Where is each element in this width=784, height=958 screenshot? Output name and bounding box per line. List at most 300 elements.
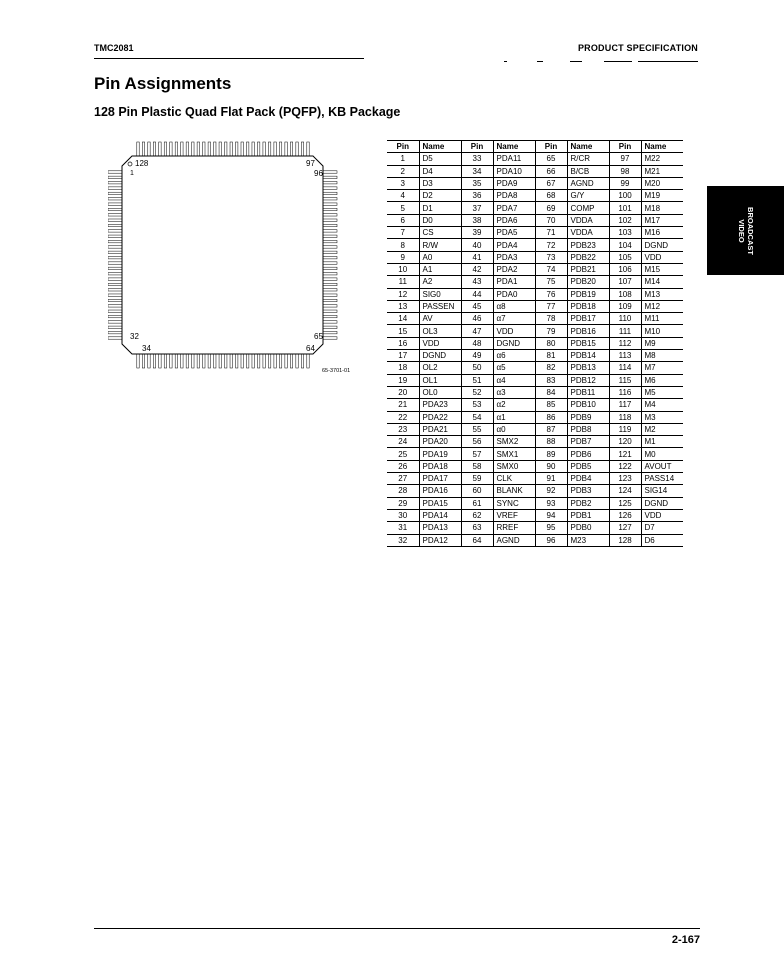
pin-number-cell: 77 bbox=[535, 300, 567, 312]
pin-name-cell: PDB16 bbox=[567, 325, 609, 337]
pin-name-cell: RREF bbox=[493, 522, 535, 534]
pin-number-cell: 75 bbox=[535, 276, 567, 288]
pin-name-cell: DGND bbox=[641, 239, 683, 251]
pin-name-cell: M3 bbox=[641, 411, 683, 423]
pin-name-cell: PDB10 bbox=[567, 399, 609, 411]
pin-name-cell: AV bbox=[419, 313, 461, 325]
header-part-number: TMC2081 bbox=[94, 43, 134, 53]
package-pin bbox=[323, 171, 337, 173]
pin-number-cell: 121 bbox=[609, 448, 641, 460]
pin-name-cell: PDB5 bbox=[567, 460, 609, 472]
pin-number-cell: 6 bbox=[387, 214, 419, 226]
pin-number-cell: 110 bbox=[609, 313, 641, 325]
pin-name-cell: M1 bbox=[641, 436, 683, 448]
pin-number-cell: 9 bbox=[387, 251, 419, 263]
pin-number-cell: 112 bbox=[609, 337, 641, 349]
package-pin bbox=[268, 354, 270, 368]
pin-name-cell: VDDA bbox=[567, 214, 609, 226]
package-pin bbox=[225, 354, 227, 368]
label-pin-34: 34 bbox=[142, 344, 151, 353]
pin-number-cell: 10 bbox=[387, 263, 419, 275]
side-tab-text bbox=[737, 207, 755, 255]
package-pin bbox=[175, 354, 177, 368]
pin-name-cell: R/W bbox=[419, 239, 461, 251]
pin-name-cell: DGND bbox=[493, 337, 535, 349]
pin-number-cell: 91 bbox=[535, 473, 567, 485]
pin-number-cell: 2 bbox=[387, 165, 419, 177]
pin-name-cell: PDA16 bbox=[419, 485, 461, 497]
package-pin bbox=[252, 354, 254, 368]
pin-name-cell: PDA0 bbox=[493, 288, 535, 300]
pin-assignment-table bbox=[387, 140, 683, 547]
pin-number-cell: 48 bbox=[461, 337, 493, 349]
package-pin bbox=[279, 142, 281, 156]
pin-number-cell: 19 bbox=[387, 374, 419, 386]
pin-name-cell: DGND bbox=[641, 497, 683, 509]
package-pin bbox=[323, 321, 337, 323]
pin-number-cell: 52 bbox=[461, 386, 493, 398]
table-row bbox=[387, 448, 683, 460]
pin-number-cell: 93 bbox=[535, 497, 567, 509]
pin-number-cell: 42 bbox=[461, 263, 493, 275]
package-pin bbox=[197, 142, 199, 156]
pin-number-cell: 125 bbox=[609, 497, 641, 509]
pin-number-cell: 88 bbox=[535, 436, 567, 448]
package-pin bbox=[323, 305, 337, 307]
pin-number-cell: 104 bbox=[609, 239, 641, 251]
pin-number-cell: 115 bbox=[609, 374, 641, 386]
package-pin bbox=[181, 354, 183, 368]
pin-name-cell: M12 bbox=[641, 300, 683, 312]
package-pin bbox=[108, 299, 122, 301]
package-pin bbox=[323, 240, 337, 242]
package-pin bbox=[108, 289, 122, 291]
table-row bbox=[387, 374, 683, 386]
package-pin bbox=[257, 354, 259, 368]
header-name: Name bbox=[641, 141, 683, 153]
pin-name-cell: D2 bbox=[419, 190, 461, 202]
pin-number-cell: 36 bbox=[461, 190, 493, 202]
table-row bbox=[387, 337, 683, 349]
pin-name-cell: D7 bbox=[641, 522, 683, 534]
package-pin bbox=[108, 198, 122, 200]
table-row bbox=[387, 300, 683, 312]
page-number: 2-167 bbox=[671, 934, 700, 946]
pin-name-cell: D6 bbox=[641, 534, 683, 546]
table-row bbox=[387, 190, 683, 202]
pin-name-cell: VDD bbox=[641, 509, 683, 521]
header-tick-marks bbox=[500, 61, 700, 63]
pin-number-cell: 80 bbox=[535, 337, 567, 349]
pin-number-cell: 14 bbox=[387, 313, 419, 325]
pin-number-cell: 96 bbox=[535, 534, 567, 546]
pin-number-cell: 63 bbox=[461, 522, 493, 534]
pin-name-cell: BLANK bbox=[493, 485, 535, 497]
pin-number-cell: 123 bbox=[609, 473, 641, 485]
pin-name-cell: PDA22 bbox=[419, 411, 461, 423]
pin-name-cell: PDA17 bbox=[419, 473, 461, 485]
label-pin-97: 97 bbox=[306, 159, 315, 168]
package-pin bbox=[323, 251, 337, 253]
table-row bbox=[387, 411, 683, 423]
package-pin bbox=[301, 354, 303, 368]
pin-name-cell: M13 bbox=[641, 288, 683, 300]
package-pin bbox=[301, 142, 303, 156]
pin-number-cell: 4 bbox=[387, 190, 419, 202]
pin-number-cell: 61 bbox=[461, 497, 493, 509]
package-pin bbox=[108, 230, 122, 232]
pin-number-cell: 31 bbox=[387, 522, 419, 534]
pin-name-cell: PDA3 bbox=[493, 251, 535, 263]
package-pin bbox=[148, 142, 150, 156]
pin-number-cell: 76 bbox=[535, 288, 567, 300]
section-side-tab[interactable] bbox=[707, 186, 784, 275]
table-row bbox=[387, 313, 683, 325]
pin-number-cell: 15 bbox=[387, 325, 419, 337]
pin-number-cell: 1 bbox=[387, 153, 419, 165]
package-pin bbox=[323, 176, 337, 178]
pin-number-cell: 71 bbox=[535, 227, 567, 239]
pin-name-cell: AGND bbox=[493, 534, 535, 546]
package-pin bbox=[323, 246, 337, 248]
package-pin bbox=[142, 354, 144, 368]
pin-number-cell: 83 bbox=[535, 374, 567, 386]
package-pin bbox=[108, 246, 122, 248]
package-pin bbox=[236, 354, 238, 368]
pin-number-cell: 26 bbox=[387, 460, 419, 472]
table-body bbox=[387, 153, 683, 547]
package-pin bbox=[108, 224, 122, 226]
package-pin bbox=[153, 354, 155, 368]
pin-number-cell: 105 bbox=[609, 251, 641, 263]
pin-number-cell: 47 bbox=[461, 325, 493, 337]
pin-name-cell: M21 bbox=[641, 165, 683, 177]
pin-number-cell: 12 bbox=[387, 288, 419, 300]
table-row bbox=[387, 386, 683, 398]
package-pin bbox=[170, 354, 172, 368]
table-row bbox=[387, 509, 683, 521]
pin-name-cell: PDB14 bbox=[567, 350, 609, 362]
package-pin bbox=[153, 142, 155, 156]
pin-number-cell: 99 bbox=[609, 177, 641, 189]
pin-number-cell: 70 bbox=[535, 214, 567, 226]
table-row bbox=[387, 153, 683, 165]
pin-number-cell: 45 bbox=[461, 300, 493, 312]
pin-number-cell: 66 bbox=[535, 165, 567, 177]
table-header-row bbox=[387, 141, 683, 153]
pin-number-cell: 101 bbox=[609, 202, 641, 214]
package-pin bbox=[108, 208, 122, 210]
pin-name-cell: α2 bbox=[493, 399, 535, 411]
table-row bbox=[387, 497, 683, 509]
package-pin bbox=[263, 142, 265, 156]
pin-name-cell: A0 bbox=[419, 251, 461, 263]
package-pin bbox=[108, 262, 122, 264]
pin-name-cell: PDA23 bbox=[419, 399, 461, 411]
package-pin bbox=[236, 142, 238, 156]
pin-name-cell: M4 bbox=[641, 399, 683, 411]
pin-number-cell: 32 bbox=[387, 534, 419, 546]
pin-name-cell: PDA18 bbox=[419, 460, 461, 472]
header-pin: Pin bbox=[535, 141, 567, 153]
package-pin bbox=[108, 176, 122, 178]
package-pin bbox=[164, 354, 166, 368]
pin-name-cell: M7 bbox=[641, 362, 683, 374]
pin-name-cell: PDA10 bbox=[493, 165, 535, 177]
pin-name-cell: PDA13 bbox=[419, 522, 461, 534]
pin-name-cell: M22 bbox=[641, 153, 683, 165]
pin-number-cell: 82 bbox=[535, 362, 567, 374]
package-pin bbox=[108, 305, 122, 307]
package-pin bbox=[225, 142, 227, 156]
pin-name-cell: M10 bbox=[641, 325, 683, 337]
header-name: Name bbox=[419, 141, 461, 153]
package-pin bbox=[108, 192, 122, 194]
pin-name-cell: PDB21 bbox=[567, 263, 609, 275]
pin-number-cell: 46 bbox=[461, 313, 493, 325]
pin-number-cell: 92 bbox=[535, 485, 567, 497]
pin-name-cell: PDB4 bbox=[567, 473, 609, 485]
pin-name-cell: VDD bbox=[419, 337, 461, 349]
pin-number-cell: 23 bbox=[387, 423, 419, 435]
pin-number-cell: 126 bbox=[609, 509, 641, 521]
pin-number-cell: 28 bbox=[387, 485, 419, 497]
package-pin bbox=[108, 278, 122, 280]
package-pin bbox=[279, 354, 281, 368]
pin-number-cell: 8 bbox=[387, 239, 419, 251]
package-pin bbox=[108, 321, 122, 323]
package-pin bbox=[108, 235, 122, 237]
pin-number-cell: 13 bbox=[387, 300, 419, 312]
package-pin bbox=[274, 142, 276, 156]
package-pin bbox=[137, 354, 139, 368]
pin-number-cell: 29 bbox=[387, 497, 419, 509]
package-pin bbox=[192, 142, 194, 156]
pin-number-cell: 89 bbox=[535, 448, 567, 460]
pin-number-cell: 38 bbox=[461, 214, 493, 226]
pin-number-cell: 85 bbox=[535, 399, 567, 411]
pin-name-cell: PDA8 bbox=[493, 190, 535, 202]
pin-number-cell: 41 bbox=[461, 251, 493, 263]
package-pin bbox=[108, 267, 122, 269]
pin-name-cell: α7 bbox=[493, 313, 535, 325]
package-pin bbox=[108, 214, 122, 216]
side-tab-line2: VIDEO bbox=[736, 218, 746, 243]
pin-name-cell: PDA9 bbox=[493, 177, 535, 189]
pin-name-cell: M18 bbox=[641, 202, 683, 214]
pin-number-cell: 118 bbox=[609, 411, 641, 423]
pin-name-cell: PDA14 bbox=[419, 509, 461, 521]
pin-name-cell: R/CR bbox=[567, 153, 609, 165]
header-pin: Pin bbox=[387, 141, 419, 153]
package-pin bbox=[108, 283, 122, 285]
header-name: Name bbox=[493, 141, 535, 153]
pin-name-cell: PDB9 bbox=[567, 411, 609, 423]
pin-name-cell: CS bbox=[419, 227, 461, 239]
pin-name-cell: OL1 bbox=[419, 374, 461, 386]
header-pin: Pin bbox=[461, 141, 493, 153]
pin-name-cell: PDB20 bbox=[567, 276, 609, 288]
pin-name-cell: PDB3 bbox=[567, 485, 609, 497]
pin-number-cell: 107 bbox=[609, 276, 641, 288]
pin-name-cell: PDA7 bbox=[493, 202, 535, 214]
pin-number-cell: 65 bbox=[535, 153, 567, 165]
header-pin: Pin bbox=[609, 141, 641, 153]
pin-name-cell: SMX1 bbox=[493, 448, 535, 460]
pin-name-cell: G/Y bbox=[567, 190, 609, 202]
pin-number-cell: 95 bbox=[535, 522, 567, 534]
pin-number-cell: 100 bbox=[609, 190, 641, 202]
pin-name-cell: OL2 bbox=[419, 362, 461, 374]
package-pin bbox=[108, 294, 122, 296]
pin-number-cell: 106 bbox=[609, 263, 641, 275]
package-pin bbox=[323, 219, 337, 221]
pin-number-cell: 117 bbox=[609, 399, 641, 411]
table-row bbox=[387, 473, 683, 485]
pin-name-cell: SYNC bbox=[493, 497, 535, 509]
pin-number-cell: 53 bbox=[461, 399, 493, 411]
label-pin-1: 1 bbox=[130, 170, 134, 177]
package-pin bbox=[214, 354, 216, 368]
package-pin bbox=[323, 256, 337, 258]
pin-number-cell: 120 bbox=[609, 436, 641, 448]
table-row bbox=[387, 325, 683, 337]
pin-name-cell: PDB2 bbox=[567, 497, 609, 509]
package-pin bbox=[323, 208, 337, 210]
table-row bbox=[387, 288, 683, 300]
pin-name-cell: PDB11 bbox=[567, 386, 609, 398]
pin-name-cell: PDB19 bbox=[567, 288, 609, 300]
pin-number-cell: 57 bbox=[461, 448, 493, 460]
pin-number-cell: 50 bbox=[461, 362, 493, 374]
pin-number-cell: 11 bbox=[387, 276, 419, 288]
pin-number-cell: 109 bbox=[609, 300, 641, 312]
pin-number-cell: 18 bbox=[387, 362, 419, 374]
pin-number-cell: 21 bbox=[387, 399, 419, 411]
pin-number-cell: 58 bbox=[461, 460, 493, 472]
label-pin-96: 96 bbox=[314, 169, 323, 178]
pin-name-cell: M23 bbox=[567, 534, 609, 546]
label-pin-64: 64 bbox=[306, 344, 315, 353]
package-pin bbox=[164, 142, 166, 156]
pin-number-cell: 87 bbox=[535, 423, 567, 435]
package-pin bbox=[285, 354, 287, 368]
pin-number-cell: 49 bbox=[461, 350, 493, 362]
pin-number-cell: 122 bbox=[609, 460, 641, 472]
pin-number-cell: 111 bbox=[609, 325, 641, 337]
package-pin bbox=[323, 182, 337, 184]
pin-number-cell: 55 bbox=[461, 423, 493, 435]
pin-name-cell: α4 bbox=[493, 374, 535, 386]
pin-number-cell: 90 bbox=[535, 460, 567, 472]
package-pin bbox=[142, 142, 144, 156]
pin-name-cell: PDB8 bbox=[567, 423, 609, 435]
package-pin bbox=[323, 230, 337, 232]
pin-number-cell: 116 bbox=[609, 386, 641, 398]
pin-name-cell: SMX0 bbox=[493, 460, 535, 472]
pin-name-cell: PDA20 bbox=[419, 436, 461, 448]
pin-number-cell: 74 bbox=[535, 263, 567, 275]
package-pin bbox=[323, 198, 337, 200]
package-pin bbox=[186, 142, 188, 156]
pin-number-cell: 94 bbox=[535, 509, 567, 521]
pin-number-cell: 79 bbox=[535, 325, 567, 337]
pin-name-cell: PDB7 bbox=[567, 436, 609, 448]
package-pin bbox=[263, 354, 265, 368]
pin-name-cell: M9 bbox=[641, 337, 683, 349]
table-row bbox=[387, 534, 683, 546]
package-pin bbox=[246, 354, 248, 368]
pin-name-cell: D1 bbox=[419, 202, 461, 214]
pin-name-cell: PDB12 bbox=[567, 374, 609, 386]
table-row bbox=[387, 227, 683, 239]
package-pin bbox=[137, 142, 139, 156]
package-pin bbox=[159, 142, 161, 156]
pin-name-cell: SMX2 bbox=[493, 436, 535, 448]
pin-name-cell: AGND bbox=[567, 177, 609, 189]
pin-number-cell: 84 bbox=[535, 386, 567, 398]
pin-number-cell: 124 bbox=[609, 485, 641, 497]
pin-name-cell: M6 bbox=[641, 374, 683, 386]
package-pin bbox=[203, 354, 205, 368]
pin-number-cell: 86 bbox=[535, 411, 567, 423]
package-pin bbox=[323, 273, 337, 275]
pin-name-cell: VREF bbox=[493, 509, 535, 521]
pin-number-cell: 7 bbox=[387, 227, 419, 239]
table-row bbox=[387, 202, 683, 214]
header-doc-type: PRODUCT SPECIFICATION bbox=[577, 43, 698, 53]
pin-number-cell: 119 bbox=[609, 423, 641, 435]
page-title: Pin Assignments bbox=[94, 74, 232, 93]
package-pin bbox=[323, 192, 337, 194]
table-row bbox=[387, 239, 683, 251]
pin-name-cell: A1 bbox=[419, 263, 461, 275]
package-pin bbox=[208, 354, 210, 368]
package-pin bbox=[257, 142, 259, 156]
pin-number-cell: 35 bbox=[461, 177, 493, 189]
pin-name-cell: PDB17 bbox=[567, 313, 609, 325]
pin-number-cell: 33 bbox=[461, 153, 493, 165]
pin-number-cell: 56 bbox=[461, 436, 493, 448]
package-pin bbox=[246, 142, 248, 156]
package-pin bbox=[108, 326, 122, 328]
pin-number-cell: 98 bbox=[609, 165, 641, 177]
package-pin bbox=[323, 337, 337, 339]
pin-name-cell: PASSEN bbox=[419, 300, 461, 312]
package-pin bbox=[268, 142, 270, 156]
pin-number-cell: 30 bbox=[387, 509, 419, 521]
package-subtitle: 128 Pin Plastic Quad Flat Pack (PQFP), KB Package bbox=[94, 105, 401, 119]
pin-name-cell: PDA5 bbox=[493, 227, 535, 239]
pin-number-cell: 97 bbox=[609, 153, 641, 165]
package-pin bbox=[170, 142, 172, 156]
package-pin bbox=[108, 187, 122, 189]
package-pin bbox=[323, 331, 337, 333]
pin-number-cell: 127 bbox=[609, 522, 641, 534]
package-pin bbox=[108, 171, 122, 173]
pin-name-cell: PASS14 bbox=[641, 473, 683, 485]
table-row bbox=[387, 485, 683, 497]
pin-name-cell: M0 bbox=[641, 448, 683, 460]
label-pin-65: 65 bbox=[314, 332, 323, 341]
package-pin bbox=[323, 315, 337, 317]
pin-name-cell: M19 bbox=[641, 190, 683, 202]
pin-name-cell: VDD bbox=[641, 251, 683, 263]
pin-name-cell: PDA19 bbox=[419, 448, 461, 460]
pin-number-cell: 62 bbox=[461, 509, 493, 521]
pin-name-cell: M16 bbox=[641, 227, 683, 239]
pin-number-cell: 103 bbox=[609, 227, 641, 239]
